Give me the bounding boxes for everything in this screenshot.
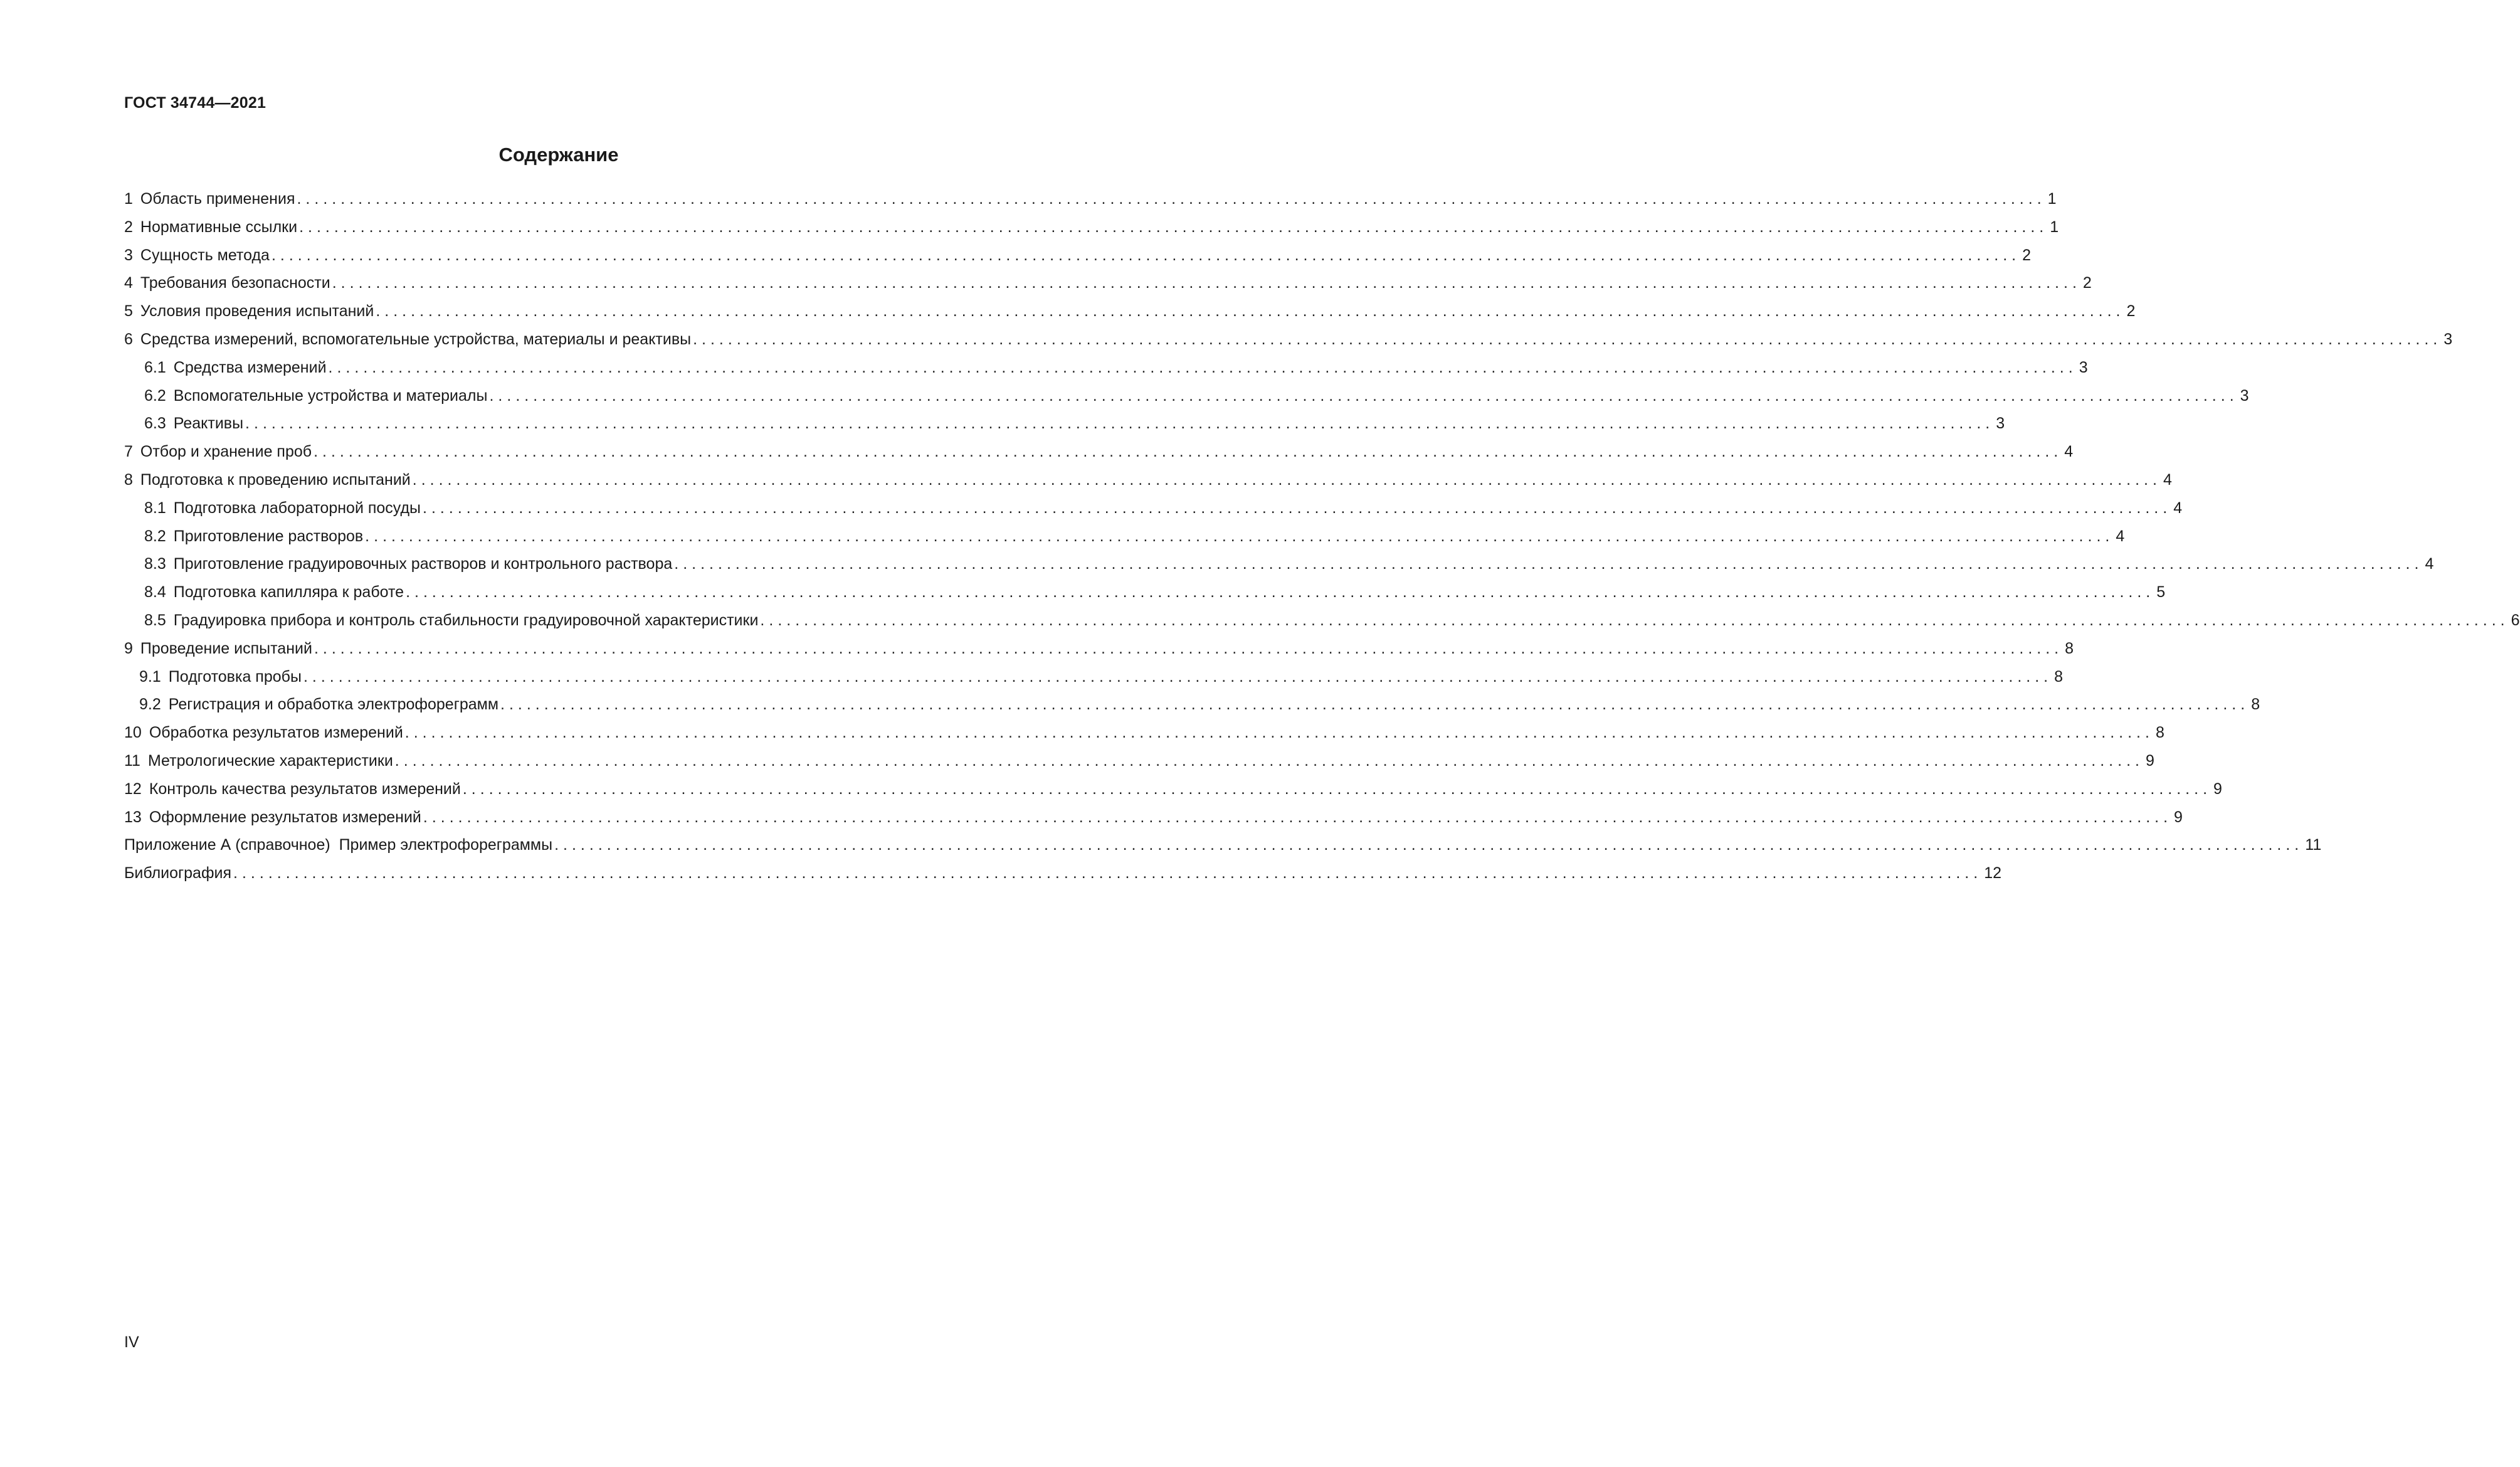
toc-entry[interactable] — [124, 724, 2164, 752]
toc-entry-number: 6 — [124, 330, 133, 348]
toc-entry-page: 4 — [2064, 443, 2074, 461]
toc-entry-text: Средства измерений — [173, 358, 327, 376]
toc-entry-page: 4 — [2425, 555, 2434, 573]
toc-entry-label — [144, 612, 758, 630]
toc-entry-page: 8 — [2054, 667, 2064, 686]
toc-entry-text: Приготовление градуировочных растворов и контрольного раствора — [173, 555, 673, 573]
toc-leader-dots: ........................................................................................................................................................................................................ — [314, 443, 2063, 461]
toc-entry-text: Библиография — [124, 864, 232, 882]
toc-entry-label — [139, 696, 498, 714]
toc-entry-text: Требования безопасности — [140, 274, 330, 292]
toc-entry-number: 8.4 — [144, 583, 166, 601]
toc-entry-text: Условия проведения испытаний — [140, 302, 374, 320]
toc-entry-label — [124, 836, 552, 854]
toc-leader-dots: ........................................................................................................................................................................................................ — [674, 555, 2423, 573]
toc-entry-label — [124, 218, 297, 236]
toc-entry-page: 2 — [2022, 246, 2032, 264]
toc-leader-dots: ........................................................................................................................................................................................................ — [500, 696, 2250, 714]
toc-entry[interactable] — [124, 583, 2166, 612]
table-of-contents — [124, 190, 2520, 892]
toc-entry[interactable] — [124, 330, 2453, 359]
toc-entry-text: Отбор и хранение проб — [140, 443, 312, 461]
toc-entry-number: 8.2 — [144, 527, 166, 545]
toc-entry-page: 9 — [2213, 780, 2222, 798]
toc-entry-text: Средства измерений, вспомогательные устройства, материалы и реактивы — [140, 330, 692, 348]
toc-entry-text: Проведение испытаний — [140, 639, 312, 657]
toc-leader-dots: ........................................................................................................................................................................................................ — [489, 386, 2238, 405]
toc-entry[interactable] — [124, 499, 2183, 527]
toc-entry-label — [144, 415, 243, 433]
toc-entry-label — [124, 864, 231, 882]
toc-entry-number: 6.1 — [144, 358, 166, 376]
toc-leader-dots: ........................................................................................................................................................................................................ — [693, 330, 2442, 348]
toc-entry-label — [144, 499, 421, 517]
toc-entry-label — [124, 274, 330, 292]
toc-entry[interactable] — [124, 218, 2059, 246]
toc-entry[interactable] — [124, 611, 2520, 640]
toc-entry-text: Область применения — [140, 190, 295, 208]
toc-entry-page: 3 — [2240, 386, 2249, 405]
toc-entry-number: 6.3 — [144, 415, 166, 433]
toc-entry-number: 13 — [124, 808, 142, 826]
toc-entry-text: Контроль качества результатов измерений — [149, 780, 461, 798]
toc-leader-dots: ........................................................................................................................................................................................................ — [299, 218, 2048, 236]
toc-entry-number: 6.2 — [144, 386, 166, 405]
toc-entry-text: Градуировка прибора и контроль стабильности градуировочной характеристики — [173, 611, 759, 629]
toc-leader-dots: ........................................................................................................................................................................................................ — [423, 808, 2173, 826]
toc-entry-number: 11 — [124, 751, 140, 770]
toc-entry-page: 2 — [2126, 302, 2136, 320]
toc-entry[interactable] — [124, 696, 2260, 724]
toc-leader-dots: ........................................................................................................................................................................................................ — [314, 639, 2064, 657]
toc-entry-number: 9 — [124, 639, 133, 657]
toc-leader-dots: ........................................................................................................................................................................................................ — [297, 190, 2046, 208]
toc-entry-number: 1 — [124, 190, 133, 208]
toc-entry-number: 10 — [124, 724, 142, 742]
toc-entry-page: 11 — [2305, 836, 2322, 854]
toc-entry-number: 8.5 — [144, 611, 166, 629]
toc-entry[interactable] — [124, 386, 2249, 415]
toc-leader-dots: ........................................................................................................................................................................................................ — [462, 780, 2212, 798]
toc-entry-number: 4 — [124, 274, 133, 292]
toc-leader-dots: ........................................................................................................................................................................................................ — [303, 667, 2053, 686]
toc-entry-label — [124, 302, 374, 320]
toc-entry-text: Метрологические характеристики — [147, 751, 393, 770]
toc-entry-label — [124, 246, 270, 265]
toc-entry[interactable] — [124, 415, 2005, 443]
toc-leader-dots: ........................................................................................................................................................................................................ — [406, 583, 2155, 601]
toc-entry-label — [124, 752, 393, 770]
toc-entry-text: Регистрация и обработка электрофореграмм — [168, 696, 499, 714]
toc-entry[interactable] — [124, 836, 2322, 864]
toc-entry-page: 3 — [2079, 358, 2088, 376]
toc-entry-label — [124, 190, 295, 208]
toc-entry-page: 8 — [2251, 696, 2260, 714]
toc-entry-label — [144, 527, 363, 546]
toc-entry[interactable] — [124, 864, 2002, 892]
toc-leader-dots: ........................................................................................................................................................................................................ — [271, 246, 2021, 264]
toc-leader-dots: ........................................................................................................................................................................................................ — [412, 470, 2161, 489]
toc-title: Содержание — [498, 144, 619, 166]
toc-entry-text: Реактивы — [173, 415, 244, 433]
toc-entry-number: 9.1 — [139, 667, 161, 686]
toc-entry-text: Приготовление растворов — [173, 527, 364, 545]
toc-entry-label — [144, 583, 404, 601]
toc-leader-dots: ........................................................................................................................................................................................................ — [332, 274, 2081, 292]
toc-entry-page: 1 — [2050, 218, 2059, 236]
toc-entry-label — [124, 724, 403, 742]
toc-entry-label — [124, 471, 411, 489]
toc-entry-page: 9 — [2174, 808, 2183, 826]
toc-entry-page: 8 — [2155, 724, 2164, 742]
toc-leader-dots: ........................................................................................................................................................................................................ — [394, 751, 2144, 770]
toc-entry-text: Обработка результатов измерений — [149, 724, 403, 742]
toc-entry-number: 8.3 — [144, 555, 166, 573]
toc-entry[interactable] — [124, 527, 2125, 556]
toc-entry[interactable] — [124, 555, 2434, 583]
toc-entry-page: 2 — [2082, 274, 2092, 292]
toc-entry-page: 12 — [1984, 864, 2002, 882]
toc-entry[interactable] — [124, 667, 2064, 696]
toc-entry-label — [144, 555, 672, 573]
toc-entry-label — [124, 808, 421, 827]
toc-leader-dots: ........................................................................................................................................................................................................ — [404, 724, 2154, 742]
toc-entry[interactable] — [124, 751, 2154, 780]
toc-entry-label — [144, 387, 487, 405]
toc-entry-page: 9 — [2145, 751, 2154, 770]
toc-entry-page: 3 — [1996, 415, 2005, 433]
toc-entry[interactable] — [124, 302, 2136, 331]
toc-leader-dots: ........................................................................................................................................................................................................ — [245, 415, 1995, 433]
toc-leader-dots: ........................................................................................................................................................................................................ — [376, 302, 2125, 320]
toc-entry-number: 8.1 — [144, 499, 166, 517]
toc-entry-text: Вспомогательные устройства и материалы — [173, 386, 488, 405]
page-number: IV — [124, 1333, 139, 1351]
toc-entry[interactable] — [124, 639, 2074, 668]
toc-entry-label — [124, 640, 312, 658]
document-code: ГОСТ 34744—2021 — [124, 94, 266, 112]
toc-leader-dots: ........................................................................................................................................................................................................ — [233, 864, 1983, 882]
toc-entry-page: 8 — [2065, 639, 2074, 657]
toc-entry-label — [124, 780, 461, 798]
toc-entry-page: 1 — [2047, 190, 2057, 208]
toc-entry[interactable] — [124, 443, 2074, 471]
toc-entry-text: Подготовка к проведению испытаний — [140, 470, 411, 489]
toc-entry-page: 4 — [2116, 527, 2125, 545]
toc-entry-page: 4 — [2163, 470, 2172, 489]
toc-entry-text: Подготовка пробы — [168, 667, 302, 686]
toc-entry-number: 12 — [124, 780, 142, 798]
toc-entry-text: Нормативные ссылки — [140, 218, 298, 236]
toc-leader-dots: ........................................................................................................................................................................................................ — [365, 527, 2114, 545]
toc-entry-page: 6 — [2511, 611, 2520, 629]
toc-leader-dots: ........................................................................................................................................................................................................ — [554, 836, 2304, 854]
toc-leader-dots: ........................................................................................................................................................................................................ — [423, 499, 2172, 517]
toc-entry-page: 5 — [2156, 583, 2166, 601]
toc-entry-page: 4 — [2173, 499, 2183, 517]
toc-entry-text: Приложение А (справочное) Пример электрофореграммы — [124, 836, 553, 854]
toc-entry-text: Подготовка капилляра к работе — [173, 583, 404, 601]
toc-entry[interactable] — [124, 358, 2088, 387]
toc-entry[interactable] — [124, 780, 2222, 808]
toc-entry-number: 3 — [124, 246, 133, 264]
toc-entry-number: 2 — [124, 218, 133, 236]
toc-entry[interactable] — [124, 246, 2032, 275]
toc-entry-number: 8 — [124, 470, 133, 489]
toc-leader-dots: ........................................................................................................................................................................................................ — [328, 358, 2077, 376]
toc-entry-text: Подготовка лабораторной посуды — [173, 499, 421, 517]
toc-entry[interactable] — [124, 470, 2172, 499]
toc-entry-text: Оформление результатов измерений — [149, 808, 421, 826]
toc-entry-number: 5 — [124, 302, 133, 320]
toc-entry-label — [139, 668, 302, 686]
toc-entry-label — [144, 359, 327, 377]
toc-entry-number: 9.2 — [139, 696, 161, 714]
toc-entry[interactable] — [124, 190, 2057, 218]
toc-entry-label — [124, 331, 691, 349]
toc-entry[interactable] — [124, 274, 2092, 302]
toc-leader-dots: ........................................................................................................................................................................................................ — [760, 611, 2509, 629]
toc-entry-text: Сущность метода — [140, 246, 270, 264]
toc-entry-page: 3 — [2444, 330, 2453, 348]
toc-entry-number: 7 — [124, 443, 133, 461]
toc-entry-label — [124, 443, 312, 461]
toc-entry[interactable] — [124, 808, 2183, 837]
